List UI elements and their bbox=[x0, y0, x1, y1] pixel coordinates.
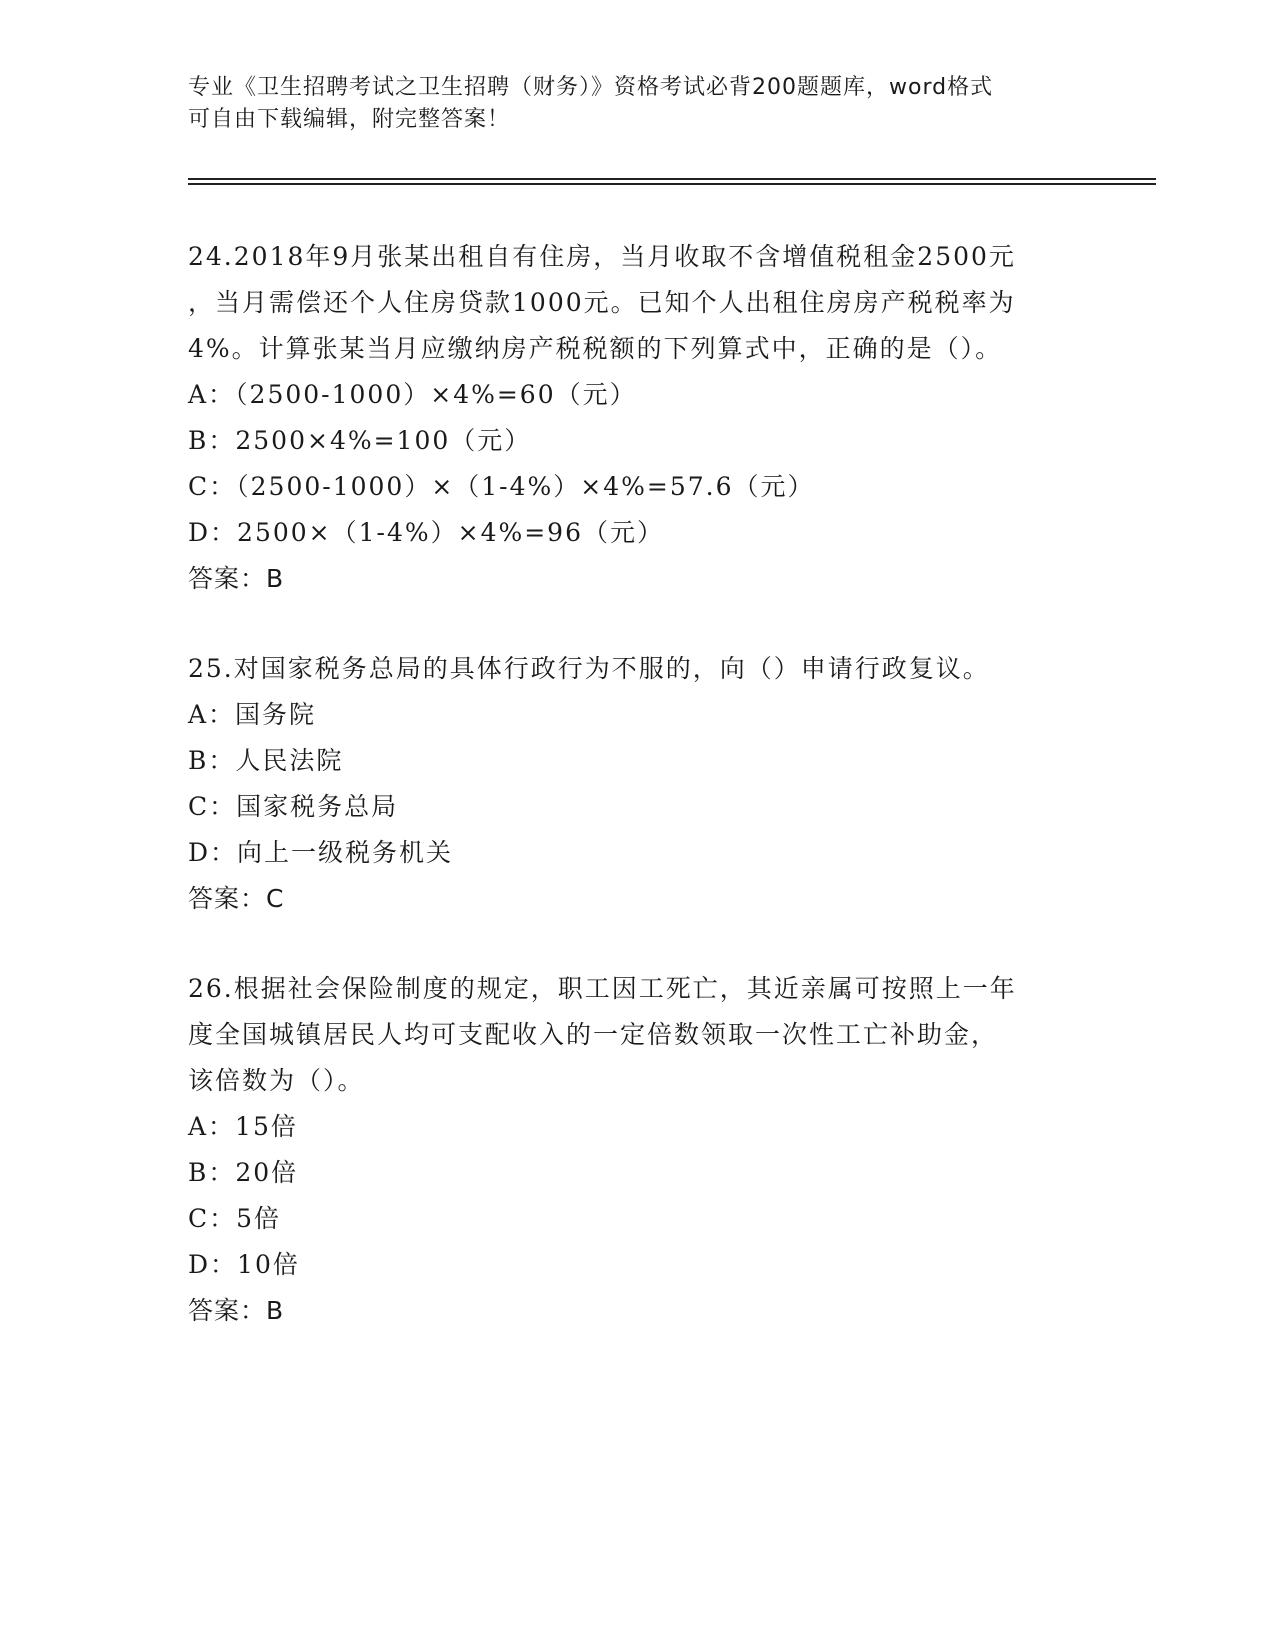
option-d: D：10倍 bbox=[188, 1250, 300, 1279]
option-b: B：人民法院 bbox=[188, 746, 344, 775]
header-line-1: 专业《卫生招聘考试之卫生招聘（财务）》资格考试必背200题题库，word格式 bbox=[188, 75, 994, 100]
answer-label: 答案：C bbox=[188, 884, 285, 913]
question-25 bbox=[188, 646, 1088, 922]
option-a: A：（2500-1000）×4%=60（元） bbox=[188, 380, 637, 409]
question-stem-line: 度全国城镇居民人均可支配收入的一定倍数领取一次性工亡补助金， bbox=[188, 1020, 999, 1049]
question-stem-line: 24.2018年9月张某出租自有住房，当月收取不含增值税租金2500元 bbox=[188, 242, 1016, 271]
question-stem-line: 26.根据社会保险制度的规定，职工因工死亡，其近亲属可按照上一年 bbox=[188, 974, 1017, 1003]
option-c: C：5倍 bbox=[188, 1204, 282, 1233]
option-d: D：向上一级税务机关 bbox=[188, 838, 454, 867]
document-header bbox=[188, 72, 1088, 136]
question-stem-line: 该倍数为（）。 bbox=[188, 1066, 365, 1095]
question-24 bbox=[188, 234, 1088, 602]
header-divider-top bbox=[188, 178, 1156, 180]
question-stem-line: 25.对国家税务总局的具体行政行为不服的，向（）申请行政复议。 bbox=[188, 654, 990, 683]
option-b: B：20倍 bbox=[188, 1158, 299, 1187]
question-stem-line: ，当月需偿还个人住房贷款1000元。已知个人出租住房房产税税率为 bbox=[188, 288, 1016, 317]
answer-label: 答案：B bbox=[188, 1296, 285, 1325]
option-a: A：国务院 bbox=[188, 700, 317, 729]
option-b: B：2500×4%=100（元） bbox=[188, 426, 532, 455]
header-divider-bottom bbox=[188, 183, 1156, 185]
option-c: C：（2500-1000）×（1-4%）×4%=57.6（元） bbox=[188, 472, 815, 501]
answer-label: 答案：B bbox=[188, 564, 285, 593]
question-26 bbox=[188, 966, 1088, 1334]
question-stem-line: 4%。计算张某当月应缴纳房产税税额的下列算式中，正确的是（）。 bbox=[188, 334, 1003, 363]
header-line-2: 可自由下载编辑，附完整答案！ bbox=[188, 107, 511, 132]
option-a: A：15倍 bbox=[188, 1112, 298, 1141]
option-d: D：2500×（1-4%）×4%=96（元） bbox=[188, 518, 664, 547]
option-c: C：国家税务总局 bbox=[188, 792, 399, 821]
